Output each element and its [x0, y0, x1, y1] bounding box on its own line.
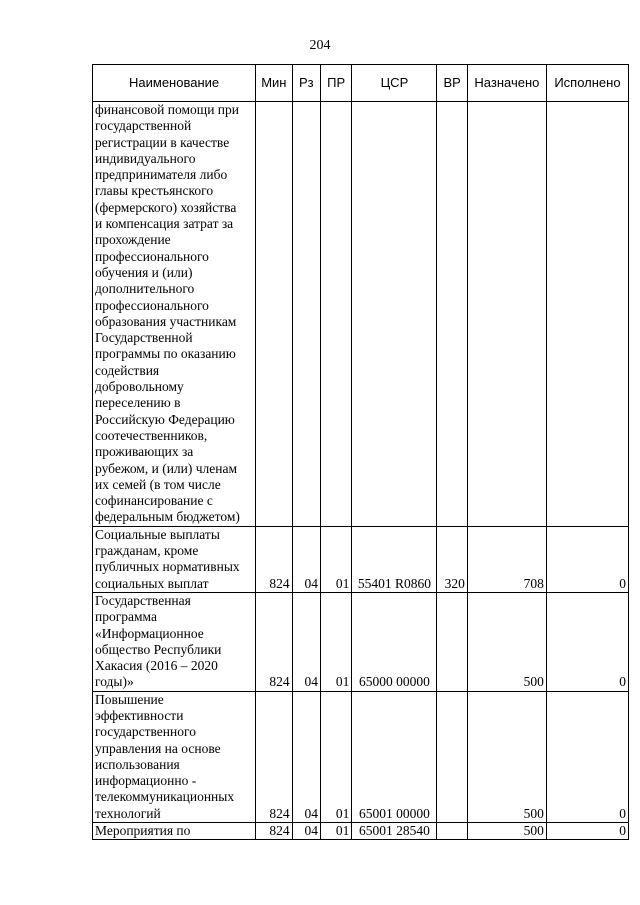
row-assigned — [467, 102, 546, 527]
page-number: 204 — [309, 38, 331, 53]
row-executed: 0 — [546, 592, 628, 691]
table-row — [93, 102, 629, 527]
row-min: 824 — [256, 526, 292, 592]
header-csr: ЦСР — [352, 65, 437, 102]
row-rz — [292, 102, 320, 527]
table-row — [93, 691, 629, 822]
budget-table — [92, 64, 629, 840]
header-name: Наименование — [93, 65, 256, 102]
row-pr: 01 — [320, 691, 351, 822]
row-name: Мероприятия по — [93, 823, 256, 840]
row-vr — [437, 102, 467, 527]
row-name: Государственная программа «Информационное общество Республики Хакасия (2016 – 2020 годы)» — [93, 592, 256, 691]
row-vr: 320 — [437, 526, 467, 592]
row-assigned: 500 — [467, 823, 546, 840]
row-rz: 04 — [292, 526, 320, 592]
row-vr — [437, 823, 467, 840]
row-executed — [546, 102, 628, 527]
row-pr: 01 — [320, 823, 351, 840]
row-assigned: 500 — [467, 691, 546, 822]
row-pr — [320, 102, 351, 527]
header-vr: ВР — [437, 65, 467, 102]
row-rz: 04 — [292, 823, 320, 840]
header-assigned: Назначено — [467, 65, 546, 102]
row-min: 824 — [256, 592, 292, 691]
row-csr: 55401 R0860 — [352, 526, 437, 592]
header-pr: ПР — [320, 65, 351, 102]
row-csr — [352, 102, 437, 527]
row-name: финансовой помощи при государственной регистрации в качестве индивидуального предпринимателя либо главы крестьянского (фермерского) хозяйства и компенсация затрат за прохождение профессионального обучения и (или) дополнительного профессионального образования участникам Государственной программы по оказанию содействия добровольному переселению в Российскую Федерацию соотечественников, проживающих за рубежом, и (или) членам их семей (в том числе софинансирование с федеральным бюджетом) — [93, 102, 256, 527]
row-pr: 01 — [320, 526, 351, 592]
row-executed: 0 — [546, 691, 628, 822]
row-rz: 04 — [292, 592, 320, 691]
table-header-row — [93, 65, 629, 102]
row-name: Социальные выплаты гражданам, кроме публичных нормативных социальных выплат — [93, 526, 256, 592]
row-assigned: 500 — [467, 592, 546, 691]
table-row — [93, 823, 629, 840]
row-min: 824 — [256, 691, 292, 822]
row-min: 824 — [256, 823, 292, 840]
table-row — [93, 526, 629, 592]
row-pr: 01 — [320, 592, 351, 691]
row-min — [256, 102, 292, 527]
header-rz: Рз — [292, 65, 320, 102]
table-row — [93, 592, 629, 691]
header-min: Мин — [256, 65, 292, 102]
row-csr: 65001 28540 — [352, 823, 437, 840]
header-executed: Исполнено — [546, 65, 628, 102]
row-csr: 65001 00000 — [352, 691, 437, 822]
row-vr — [437, 691, 467, 822]
row-name: Повышение эффективности государственного управления на основе использования информационно - телекоммуникационных технологий — [93, 691, 256, 822]
row-csr: 65000 00000 — [352, 592, 437, 691]
row-rz: 04 — [292, 691, 320, 822]
row-assigned: 708 — [467, 526, 546, 592]
row-executed: 0 — [546, 823, 628, 840]
row-executed: 0 — [546, 526, 628, 592]
row-vr — [437, 592, 467, 691]
